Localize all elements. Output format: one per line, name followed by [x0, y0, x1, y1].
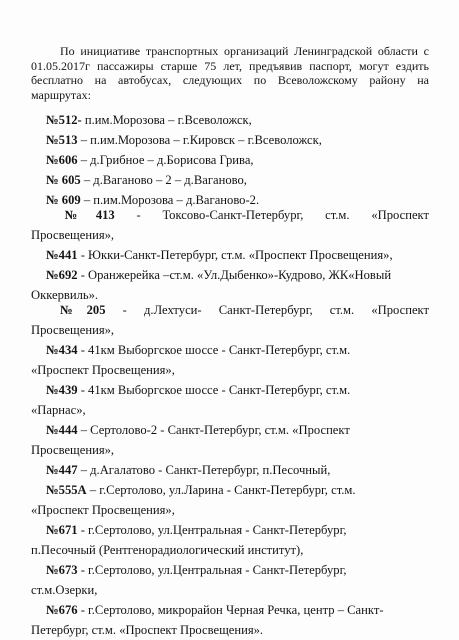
route-673-line2: ст.м.Озерки, [31, 583, 98, 597]
route-692-line1 [31, 265, 429, 285]
route-text: д.Лехтуси- [144, 303, 202, 317]
route-512 [31, 110, 429, 130]
route-group-2 [31, 205, 429, 305]
route-number: №444 [46, 423, 78, 437]
route-text: Санкт-Петербург, [218, 303, 313, 317]
route-605 [31, 170, 429, 190]
route-text: - Юкки-Санкт-Петербург, ст.м. «Проспект Просвещения», [77, 248, 393, 262]
route-number: № 605 [46, 173, 81, 187]
route-text: – д.Ваганово – 2 – д.Ваганово, [80, 173, 247, 187]
route-text: – д.Грибное – д.Борисова Грива, [77, 153, 254, 167]
route-text: - г.Сертолово, микрорайон Черная Речка, центр – Санкт- [77, 603, 384, 617]
route-676-line1 [31, 600, 429, 620]
route-205-line1 [31, 300, 429, 320]
route-text: - [136, 208, 141, 222]
route-number: № 609 [46, 193, 81, 207]
route-205-line2: Просвещения», [31, 323, 115, 337]
route-text: Токсово-Санкт-Петербург, [162, 208, 304, 222]
route-text: «Проспект [371, 303, 429, 317]
route-434-line2: «Проспект Просвещения», [31, 363, 175, 377]
route-671-line1 [31, 520, 429, 540]
route-number: №512- [46, 113, 82, 127]
route-447 [31, 460, 429, 480]
route-group-3 [31, 300, 429, 640]
route-text: – Сертолово-2 - Санкт-Петербург, ст.м. «Проспект [77, 423, 350, 437]
route-number: №606 [46, 153, 78, 167]
route-text: – п.им.Морозова – д.Ваганово-2. [80, 193, 260, 207]
route-434-line1 [31, 340, 429, 360]
route-444-line2: Просвещения», [31, 443, 115, 457]
route-671-line2: п.Песочный (Рентгенорадиологический институт), [31, 543, 304, 557]
route-413-line1 [31, 205, 429, 225]
route-555a-line2: «Проспект Просвещения», [31, 503, 175, 517]
route-444-line1 [31, 420, 429, 440]
route-number: №513 [46, 133, 78, 147]
route-number: №205 [46, 303, 106, 317]
route-number: №676 [46, 603, 78, 617]
route-439-line2: «Парнас», [31, 403, 86, 417]
route-text: - Оранжерейка –ст.м. «Ул.Дыбенко»-Кудрово, ЖК«Новый [77, 268, 392, 282]
route-text: ст.м. [325, 208, 350, 222]
route-number: №434 [46, 343, 78, 357]
route-676-line2: Петербург, ст.м. «Проспект Просвещения». [31, 623, 264, 637]
route-text: - 41км Выборгское шоссе - Санкт-Петербург, ст.м. [77, 343, 351, 357]
route-text: п.им.Морозова – г.Всеволожск, [81, 113, 252, 127]
route-441 [31, 245, 429, 265]
route-413-line2: Просвещения», [31, 228, 115, 242]
route-text: - [122, 303, 127, 317]
route-text: - г.Сертолово, ул.Центральная - Санкт-Петербург, [77, 563, 347, 577]
route-text: – г.Сертолово, ул.Ларина - Санкт-Петербург, ст.м. [86, 483, 356, 497]
route-439-line1 [31, 380, 429, 400]
route-text: «Проспект [371, 208, 429, 222]
route-692-line2: Оккервиль». [31, 288, 99, 302]
route-number: №413 [46, 208, 115, 222]
route-number: №555А [46, 483, 87, 497]
route-text: – д.Агалатово - Санкт-Петербург, п.Песочный, [77, 463, 331, 477]
route-text: - г.Сертолово, ул.Центральная - Санкт-Петербург, [77, 523, 347, 537]
route-number: №447 [46, 463, 78, 477]
route-number: №439 [46, 383, 78, 397]
route-text: - 41км Выборгское шоссе - Санкт-Петербург, ст.м. [77, 383, 351, 397]
route-555a-line1 [31, 480, 429, 500]
route-number: №441 [46, 248, 78, 262]
route-text: – п.им.Морозова – г.Кировск – г.Всеволожск, [77, 133, 322, 147]
route-number: №671 [46, 523, 78, 537]
route-513 [31, 130, 429, 150]
route-number: №673 [46, 563, 78, 577]
route-text: ст.м. [329, 303, 355, 317]
route-673-line1 [31, 560, 429, 580]
route-group-1 [31, 110, 429, 210]
intro-paragraph: По инициативе транспортных организаций Ленинградской области с 01.05.2017г пассажиры старше 75 лет, предъявив паспорт, могут ездить бесплатно на автобусах, следующих по Всеволожскому району на маршрутах: [31, 44, 429, 102]
route-606 [31, 150, 429, 170]
route-number: №692 [46, 268, 78, 282]
